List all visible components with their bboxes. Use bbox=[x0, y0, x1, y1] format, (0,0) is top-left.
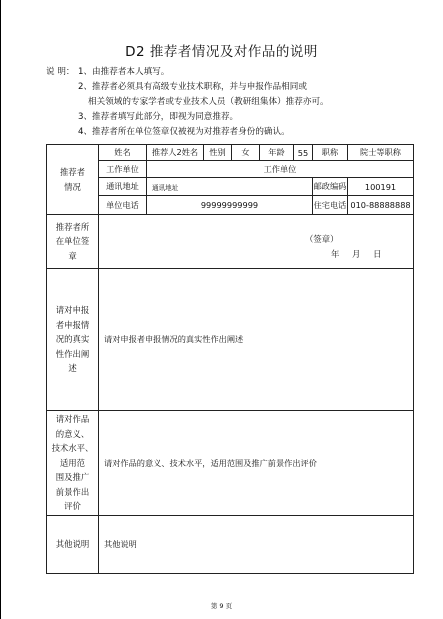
work-unit-label: 工作单位 bbox=[99, 161, 147, 178]
page-edge bbox=[0, 0, 1, 619]
address-label: 通讯地址 bbox=[99, 178, 147, 196]
truth-value[interactable]: 请对申报者申报情况的真实性作出阐述 bbox=[99, 269, 414, 411]
address-value[interactable]: 通讯地址 bbox=[147, 178, 313, 196]
age-label: 年龄 bbox=[260, 145, 294, 161]
other-label: 其他说明 bbox=[47, 516, 99, 574]
seal-text: （签章） bbox=[305, 234, 339, 244]
title-label: 职称 bbox=[313, 145, 348, 161]
instruction-item-3: 3、推荐者填写此部分，即视为同意推荐。 bbox=[78, 112, 239, 122]
recommender-form bbox=[46, 144, 414, 574]
instruction-item-4: 4、推荐者所在单位签章仅被视为对推荐者身份的确认。 bbox=[78, 127, 290, 137]
truth-label: 请对申报 者申报情 况的真实 性作出阐 述 bbox=[47, 269, 99, 411]
unit-phone-value[interactable]: 99999999999 bbox=[147, 196, 313, 215]
seal-date: 年 月 日 bbox=[331, 249, 382, 259]
gender-label: 性别 bbox=[204, 145, 232, 161]
unit-phone-label: 单位电话 bbox=[99, 196, 147, 215]
evaluation-value[interactable]: 请对作品的意义、技术水平，适用范围及推广前景作出评价 bbox=[99, 411, 414, 516]
seal-area[interactable] bbox=[99, 215, 414, 269]
seal-label: 推荐者所 在单位签 章 bbox=[47, 215, 99, 269]
page-title: D2 推荐者情况及对作品的说明 bbox=[125, 44, 318, 60]
instructions-prefix: 说 明： bbox=[46, 67, 75, 77]
page-number: 第 9 页 bbox=[210, 602, 233, 610]
gender-value[interactable]: 女 bbox=[232, 145, 260, 161]
home-phone-label: 住宅电话 bbox=[313, 196, 348, 215]
evaluation-label: 请对作品 的意义、 技术水平、 适用范 围及推广 前景作出 评价 bbox=[47, 411, 99, 516]
postcode-label: 邮政编码 bbox=[313, 178, 348, 196]
instruction-item-2-cont: 相关领域的专家学者或专业技术人员（教研组集体）推荐亦可。 bbox=[88, 97, 329, 107]
other-value[interactable]: 其他说明 bbox=[99, 516, 414, 574]
title-value[interactable]: 院士等职称 bbox=[348, 145, 414, 161]
age-value[interactable]: 55 bbox=[294, 145, 313, 161]
recommender-label: 推荐者 情况 bbox=[47, 145, 99, 215]
instruction-item-2: 2、推荐者必须具有高级专业技术职称，并与申报作品相同或 bbox=[78, 82, 307, 92]
instruction-item-1: 1、由推荐者本人填写。 bbox=[78, 67, 170, 77]
postcode-value[interactable]: 100191 bbox=[348, 178, 414, 196]
home-phone-value[interactable]: 010-88888888 bbox=[348, 196, 414, 215]
work-unit-value[interactable]: 工作单位 bbox=[147, 161, 414, 178]
name-value[interactable]: 推荐人2姓名 bbox=[147, 145, 204, 161]
name-label: 姓名 bbox=[99, 145, 147, 161]
